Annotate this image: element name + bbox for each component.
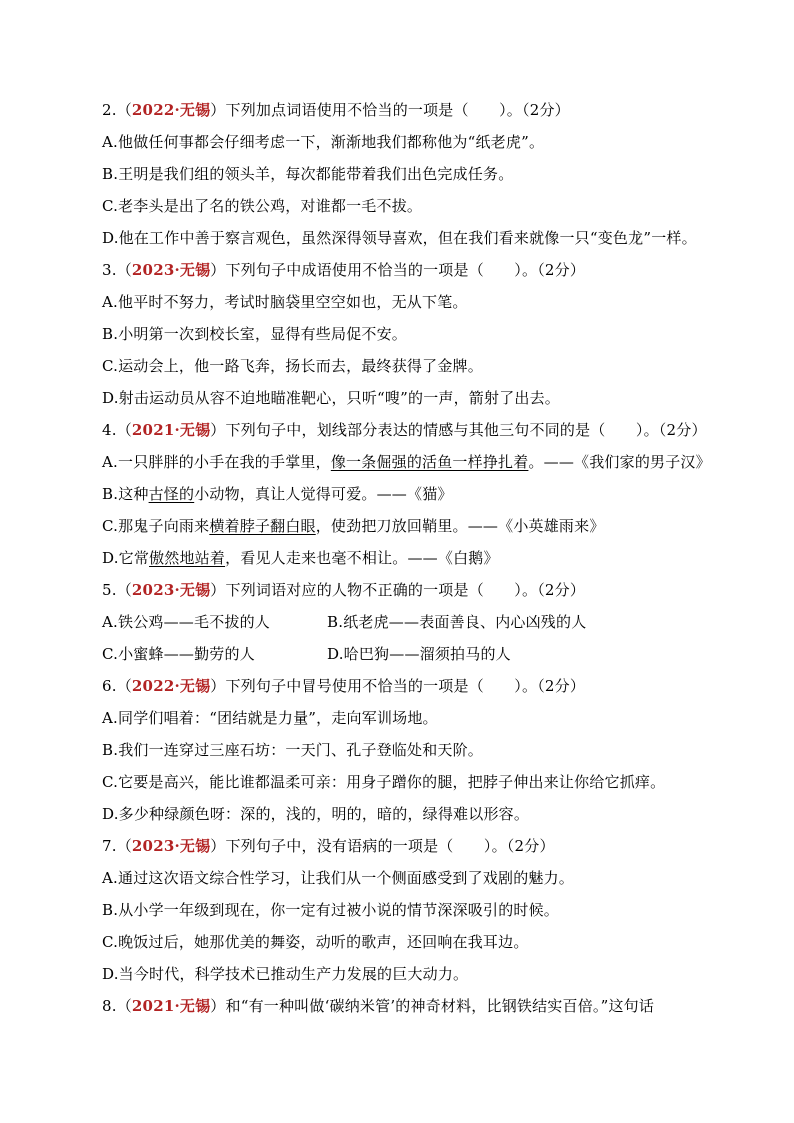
question-3-option-a: A.他平时不努力，考试时脑袋里空空如也，无从下笔。 — [102, 293, 468, 311]
question-6-stem: 6.（2022·无锡）下列句子中冒号使用不恰当的一项是（ ）。（2分） — [102, 677, 586, 695]
question-5-option-b: B.纸老虎——表面善良、内心凶残的人 — [327, 613, 587, 631]
question-3-option-b: B.小明第一次到校长室，显得有些局促不安。 — [102, 325, 407, 343]
question-2-option-d: D.他在工作中善于察言观色，虽然深得领导喜欢，但在我们看来就像一只“变色龙”一样。 — [102, 229, 697, 247]
underlined-phrase: 像一条倔强的活鱼一样挣扎着 — [330, 453, 529, 471]
source-tag: 2023·无锡 — [131, 261, 211, 279]
question-5-option-c: C.小蜜蜂——勤劳的人 — [102, 645, 255, 663]
source-tag: 2021·无锡 — [131, 997, 211, 1015]
underlined-phrase: 傲然地站着 — [149, 549, 226, 567]
source-tag: 2021·无锡 — [131, 421, 211, 439]
question-5-option-d: D.哈巴狗——溜须拍马的人 — [327, 645, 511, 663]
question-7-option-a: A.通过这次语文综合性学习，让我们从一个侧面感受到了戏剧的魅力。 — [102, 869, 575, 887]
question-4-option-b: B.这种古怪的小动物，真让人觉得可爱。——《猫》 — [102, 485, 453, 503]
question-6-option-d: D.多少种绿颜色呀：深的，浅的，明的，暗的，绿得难以形容。 — [102, 805, 530, 823]
question-4-option-d: D.它常傲然地站着，看见人走来也毫不相让。——《白鹅》 — [102, 549, 499, 567]
question-4-option-a: A.一只胖胖的小手在我的手掌里，像一条倔强的活鱼一样挣扎着。——《我们家的男子汉》 — [102, 453, 711, 471]
question-5-option-a: A.铁公鸡——毛不拔的人 — [102, 613, 271, 631]
question-6-option-a: A.同学们唱着：“团结就是力量”，走向军训场地。 — [102, 709, 438, 727]
underlined-phrase: 古怪的 — [148, 485, 195, 503]
question-3-option-d: D.射击运动员从容不迫地瞄准靶心，只听“嗖”的一声，箭射了出去。 — [102, 389, 560, 407]
source-tag: 2022·无锡 — [131, 677, 211, 695]
question-6-option-c: C.它要是高兴，能比谁都温柔可亲：用身子蹭你的腿，把脖子伸出来让你给它抓痒。 — [102, 773, 666, 791]
question-7-option-b: B.从小学一年级到现在，你一定有过被小说的情节深深吸引的时候。 — [102, 901, 559, 919]
question-2-option-c: C.老李头是出了名的铁公鸡，对谁都一毛不拔。 — [102, 197, 423, 215]
question-4-stem: 4.（2021·无锡）下列句子中，划线部分表达的情感与其他三句不同的是（ ）。（2分） — [102, 421, 707, 439]
underlined-phrase: 横着脖子翻白眼 — [209, 517, 316, 535]
question-3-stem: 3.（2023·无锡）下列句子中成语使用不恰当的一项是（ ）。（2分） — [102, 261, 586, 279]
question-5-stem: 5.（2023·无锡）下列词语对应的人物不正确的一项是（ ）。（2分） — [102, 581, 586, 599]
question-7-option-c: C.晚饭过后，她那优美的舞姿，动听的歌声，还回响在我耳边。 — [102, 933, 529, 951]
question-7-stem: 7.（2023·无锡）下列句子中，没有语病的一项是（ ）。（2分） — [102, 837, 555, 855]
question-2-stem: 2.（2022·无锡）下列加点词语使用不恰当的一项是（ ）。（2分） — [102, 101, 570, 119]
question-3-option-c: C.运动会上，他一路飞奔，扬长而去，最终获得了金牌。 — [102, 357, 483, 375]
source-tag: 2023·无锡 — [131, 581, 211, 599]
question-2-option-a: A.他做任何事都会仔细考虑一下，渐渐地我们都称他为“纸老虎”。 — [102, 133, 545, 151]
question-7-option-d: D.当今时代，科学技术已推动生产力发展的巨大动力。 — [102, 965, 469, 983]
question-2-option-b: B.王明是我们组的领头羊，每次都能带着我们出色完成任务。 — [102, 165, 514, 183]
source-tag: 2023·无锡 — [131, 837, 211, 855]
question-4-option-c: C.那鬼子向雨来横着脖子翻白眼，使劲把刀放回鞘里。——《小英雄雨来》 — [102, 517, 605, 535]
question-8-stem: 8.（2021·无锡）和“有一种叫做‘碳纳米管’的神奇材料，比钢铁结实百倍。”这句话 — [102, 997, 655, 1015]
question-6-option-b: B.我们一连穿过三座石坊：一天门、孔子登临处和天阶。 — [102, 741, 483, 759]
source-tag: 2022·无锡 — [131, 101, 211, 119]
